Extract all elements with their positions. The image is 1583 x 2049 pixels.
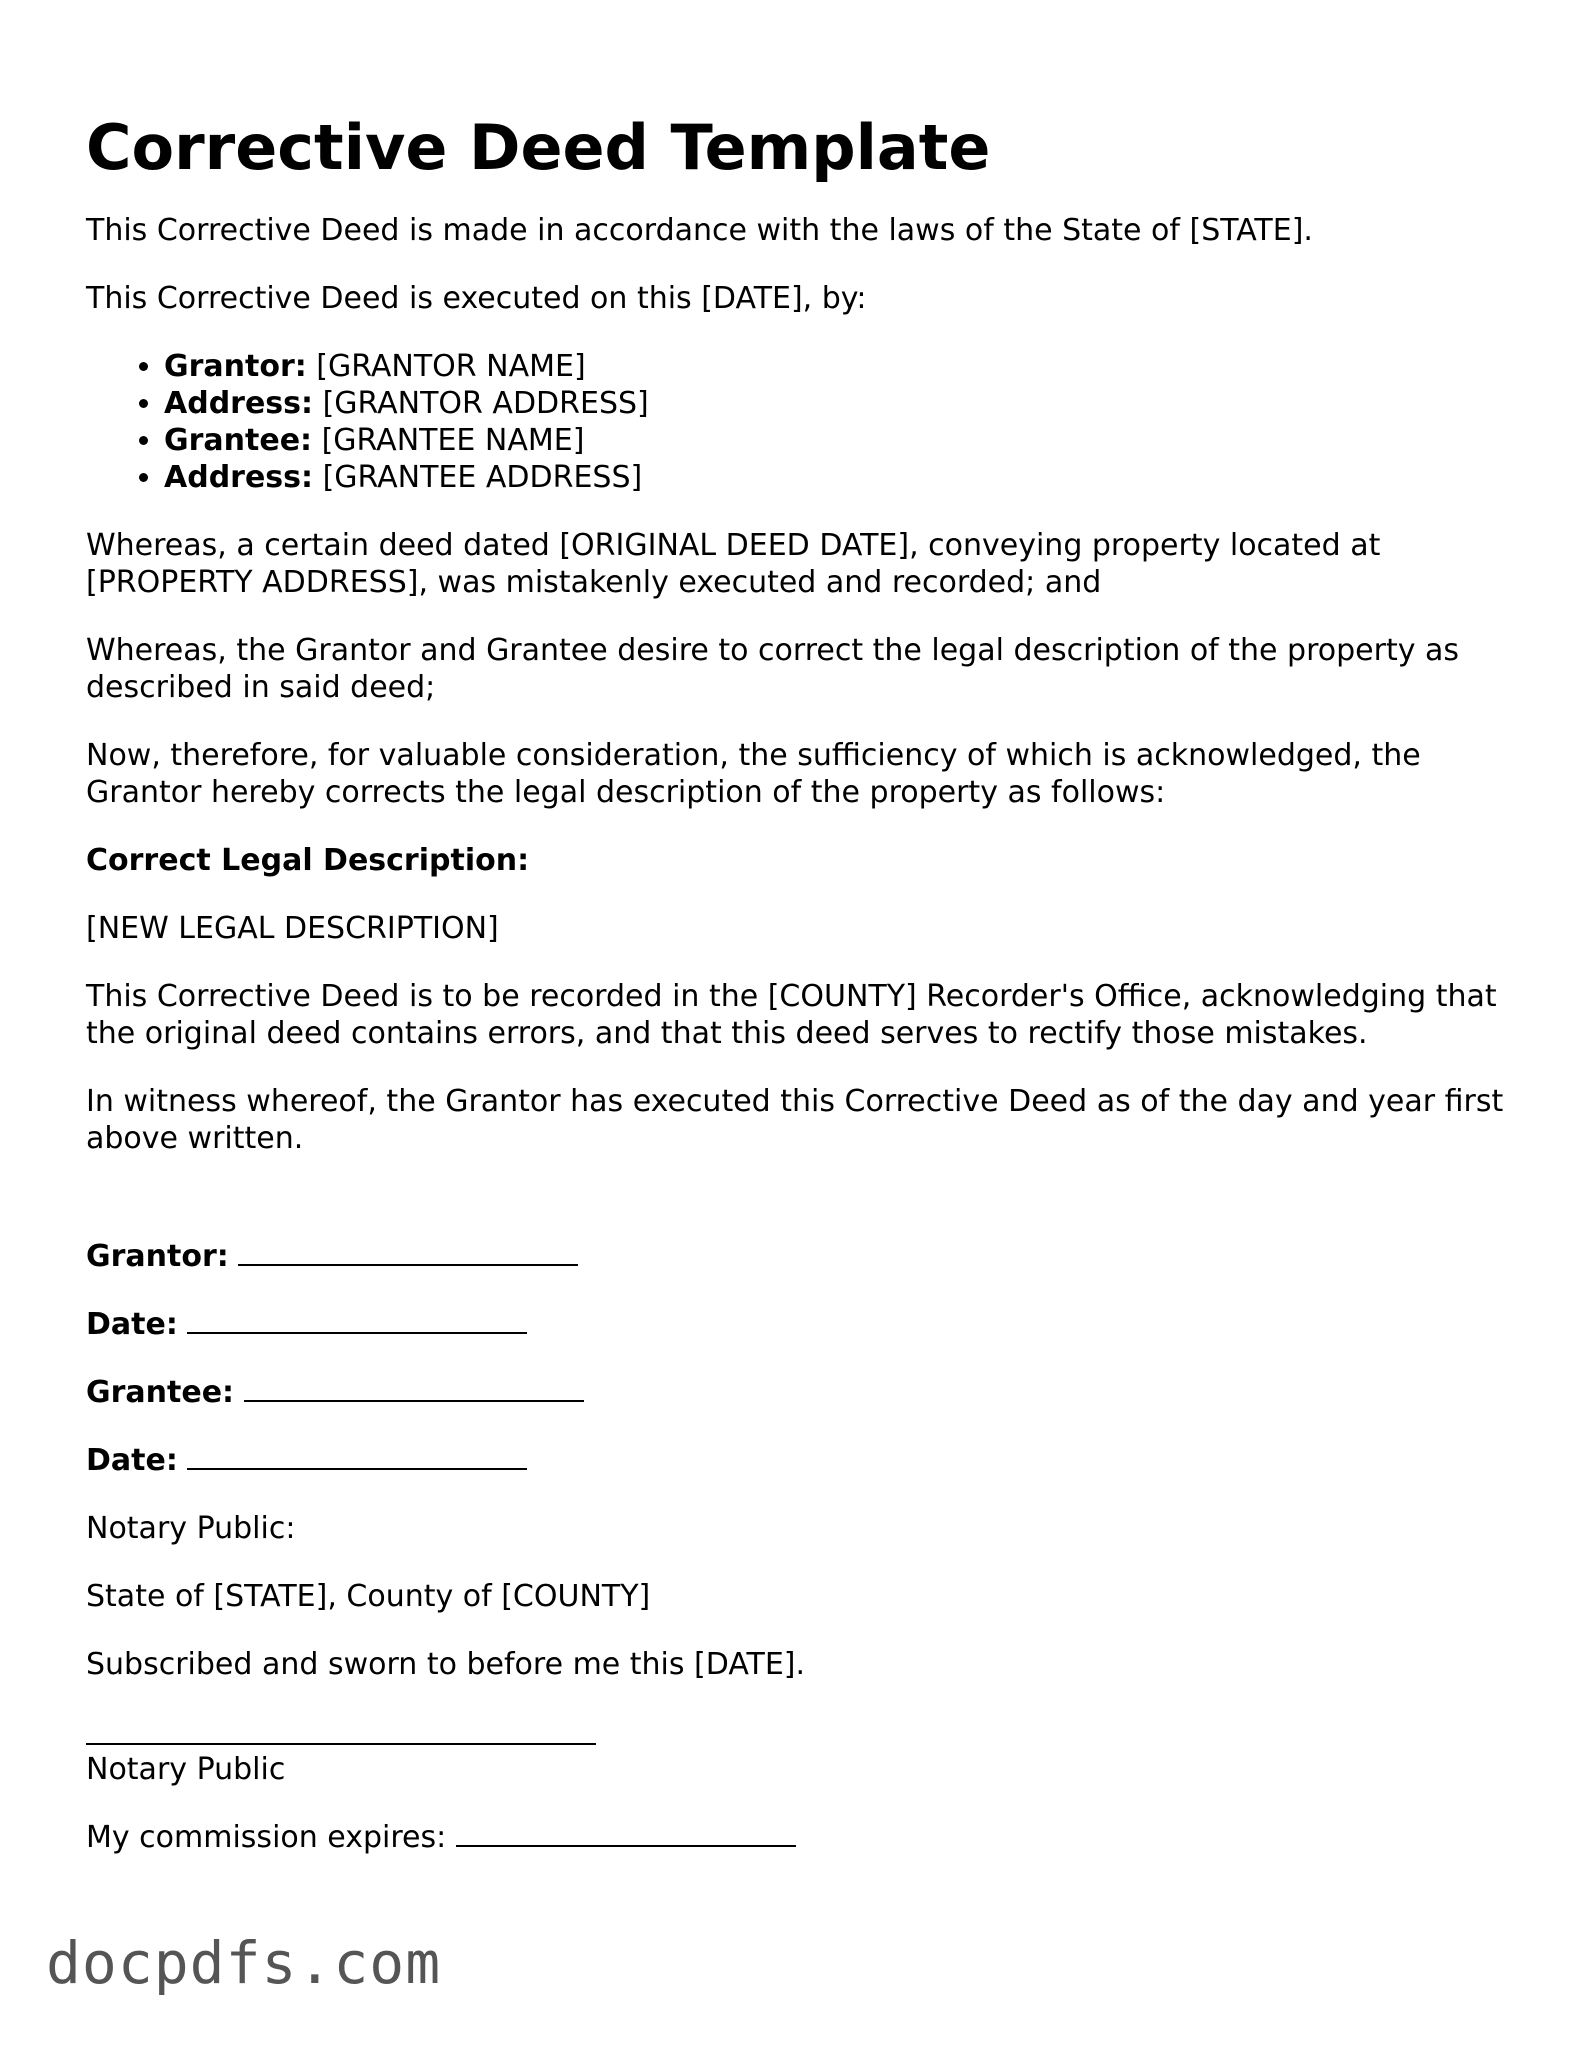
grantor-date-label: Date: — [86, 1307, 178, 1342]
legal-description-heading-text: Correct Legal Description: — [86, 843, 530, 878]
party-label: Grantee: — [164, 423, 313, 458]
party-item-grantee — [164, 422, 1506, 459]
document-page — [86, 108, 1506, 1887]
party-label: Address: — [164, 460, 314, 495]
party-value: [GRANTEE NAME] — [312, 423, 585, 458]
party-item-grantor — [164, 348, 1506, 385]
grantee-signature-line[interactable] — [244, 1374, 584, 1402]
grantor-signature-line[interactable] — [238, 1238, 578, 1266]
grantee-date-row — [86, 1442, 1506, 1479]
witness-clause: In witness whereof, the Grantor has executed this Corrective Deed as of the day and year first above written. — [86, 1084, 1504, 1156]
party-value: [GRANTOR NAME] — [306, 349, 586, 384]
intro-laws: This Corrective Deed is made in accordance with the laws of the State of [STATE]. — [86, 213, 1313, 248]
recital-whereas-2: Whereas, the Grantor and Grantee desire to correct the legal description of the property as described in said deed; — [86, 633, 1460, 705]
legal-description-value: [NEW LEGAL DESCRIPTION] — [86, 911, 499, 946]
watermark-logo: docpdfs.com — [46, 1929, 442, 1997]
notary-sworn: Subscribed and sworn to before me this [DATE]. — [86, 1647, 806, 1682]
commission-expiry-line[interactable] — [456, 1819, 796, 1847]
grantor-signature-row — [86, 1238, 1506, 1275]
recital-now-therefore: Now, therefore, for valuable consideration, the sufficiency of which is acknowledged, the Grantor hereby corrects the legal description of the property as follows: — [86, 738, 1421, 810]
party-item-grantor-address — [164, 385, 1506, 422]
grantor-date-row — [86, 1306, 1506, 1343]
party-label: Grantor: — [164, 349, 307, 384]
commission-label: My commission expires: — [86, 1820, 447, 1855]
party-value: [GRANTOR ADDRESS] — [313, 386, 649, 421]
recording-clause: This Corrective Deed is to be recorded in the [COUNTY] Recorder's Office, acknowledging that the original deed contains errors, and that this deed serves to rectify those mistakes. — [86, 979, 1497, 1051]
grantee-date-line[interactable] — [187, 1442, 527, 1470]
notary-signature-label: Notary Public — [86, 1752, 286, 1787]
grantor-signature-label: Grantor: — [86, 1239, 229, 1274]
grantee-signature-label: Grantee: — [86, 1375, 235, 1410]
notary-signature-line[interactable] — [86, 1717, 596, 1745]
party-value: [GRANTEE ADDRESS] — [313, 460, 643, 495]
parties-list — [86, 348, 1506, 496]
spacer — [86, 1188, 1506, 1238]
grantor-date-line[interactable] — [187, 1306, 527, 1334]
notary-signature-row — [86, 1714, 1506, 1751]
commission-row — [86, 1819, 1506, 1856]
party-label: Address: — [164, 386, 314, 421]
grantee-date-label: Date: — [86, 1443, 178, 1478]
grantee-signature-row — [86, 1374, 1506, 1411]
notary-heading: Notary Public: — [86, 1511, 296, 1546]
party-item-grantee-address — [164, 459, 1506, 496]
document-title: Corrective Deed Template — [86, 111, 991, 184]
intro-executed: This Corrective Deed is executed on this [DATE], by: — [86, 281, 867, 316]
legal-description-heading — [86, 842, 1506, 879]
recital-whereas-1: Whereas, a certain deed dated [ORIGINAL DEED DATE], conveying property located at [PROPERTY ADDRESS], was mistakenly executed and recorded; and — [86, 528, 1381, 600]
notary-venue: State of [STATE], County of [COUNTY] — [86, 1579, 651, 1614]
